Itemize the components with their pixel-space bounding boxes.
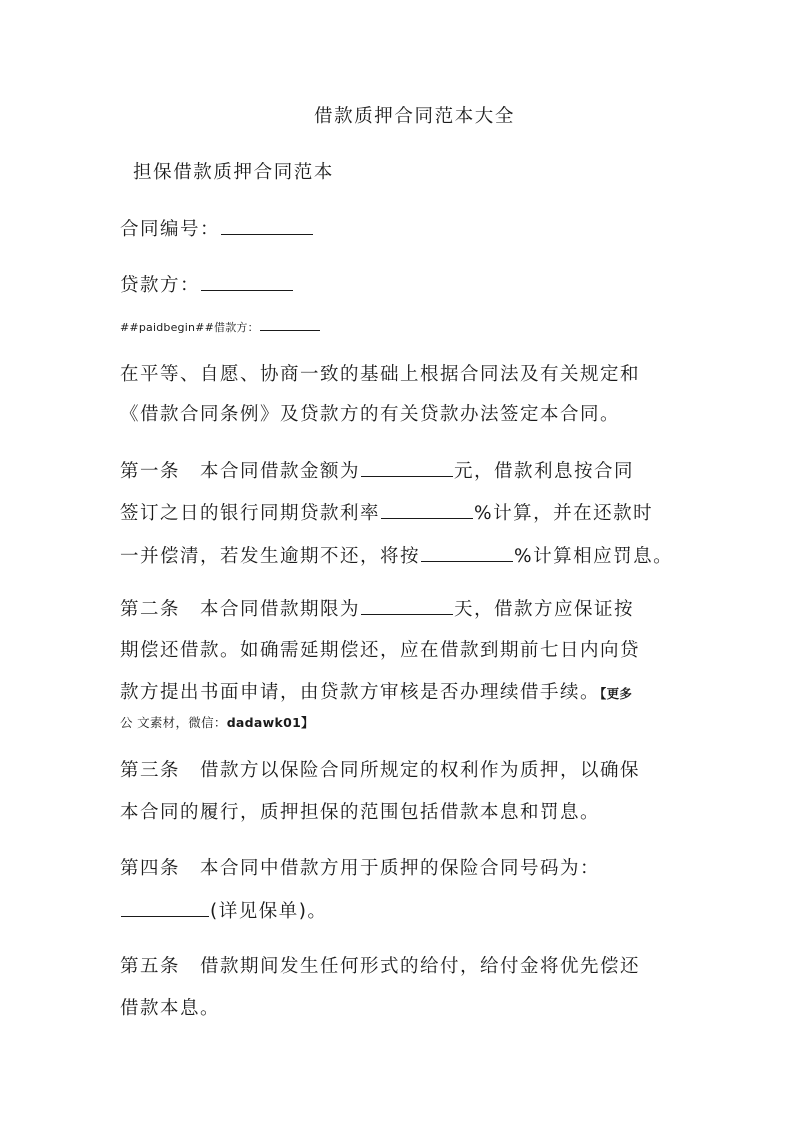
document-title: 借款质押合同范本大全: [314, 106, 516, 127]
article-1-line-1: [120, 460, 634, 483]
document-subtitle: 担保借款质押合同范本: [133, 162, 335, 183]
article-2-line-3: [120, 682, 632, 705]
article-1-text: %计算，并在还款时: [474, 503, 654, 524]
article-3-line-1: 第三条 借款方以保险合同所规定的权利作为质押，以确保: [120, 760, 641, 781]
intro-line-2: 《借款合同条例》及贷款方的有关贷款办法签定本合同。: [120, 404, 621, 425]
loan-term-blank: [361, 598, 453, 615]
loan-amount-blank: [361, 460, 453, 477]
article-2-line-2: 期偿还借款。如确需延期偿还，应在借款到期前七日内向贷: [120, 640, 641, 661]
contract-number-blank: [221, 218, 313, 235]
policy-number-blank: [121, 900, 209, 917]
lender-label: 贷款方：: [120, 275, 201, 296]
article-2-text: 天，借款方应保证按: [454, 599, 635, 620]
article-1-text: 第一条 本合同借款金额为: [120, 461, 361, 482]
article-3-line-2: 本合同的履行，质押担保的范围包括借款本息和罚息。: [120, 802, 601, 823]
lender-blank: [201, 274, 293, 291]
contract-number-line: [120, 218, 314, 241]
article-2-text: 款方提出书面申请，由贷款方审核是否办理续借手续。: [120, 682, 601, 703]
promo-note-start: 【更多: [600, 686, 633, 701]
lender-line: [120, 274, 294, 297]
article-5-line-2: 借款本息。: [120, 998, 221, 1019]
borrower-blank: [260, 320, 320, 331]
article-4-line-2: [120, 900, 327, 923]
article-1-text: 元，借款利息按合同: [454, 461, 635, 482]
borrower-label: 借款方：: [214, 321, 259, 334]
article-1-text: 签订之日的银行同期贷款利率: [120, 503, 381, 524]
article-2-text: 第二条 本合同借款期限为: [120, 599, 361, 620]
promo-note-line: [120, 712, 314, 734]
paid-marker: ##paidbegin##: [120, 321, 214, 334]
interest-rate-blank: [381, 502, 473, 519]
article-2-line-1: [120, 598, 634, 621]
contract-number-label: 合同编号：: [120, 219, 221, 240]
promo-wechat-id: dadawk01: [226, 715, 302, 730]
intro-line-1: 在平等、自愿、协商一致的基础上根据合同法及有关规定和: [120, 364, 641, 385]
penalty-rate-blank: [421, 545, 513, 562]
article-1-line-3: [120, 545, 673, 568]
promo-note-end: 】: [301, 715, 314, 730]
article-5-line-1: 第五条 借款期间发生任何形式的给付，给付金将优先偿还: [120, 956, 641, 977]
article-4-text: (详见保单)。: [210, 901, 328, 922]
article-1-line-2: [120, 502, 653, 525]
article-1-text: %计算相应罚息。: [514, 546, 674, 567]
borrower-line: [120, 320, 321, 335]
article-1-text: 一并偿清，若发生逾期不还，将按: [120, 546, 421, 567]
promo-note-text: 公 文素材，微信：: [120, 715, 227, 730]
article-4-line-1: 第四条 本合同中借款方用于质押的保险合同号码为：: [120, 858, 601, 879]
